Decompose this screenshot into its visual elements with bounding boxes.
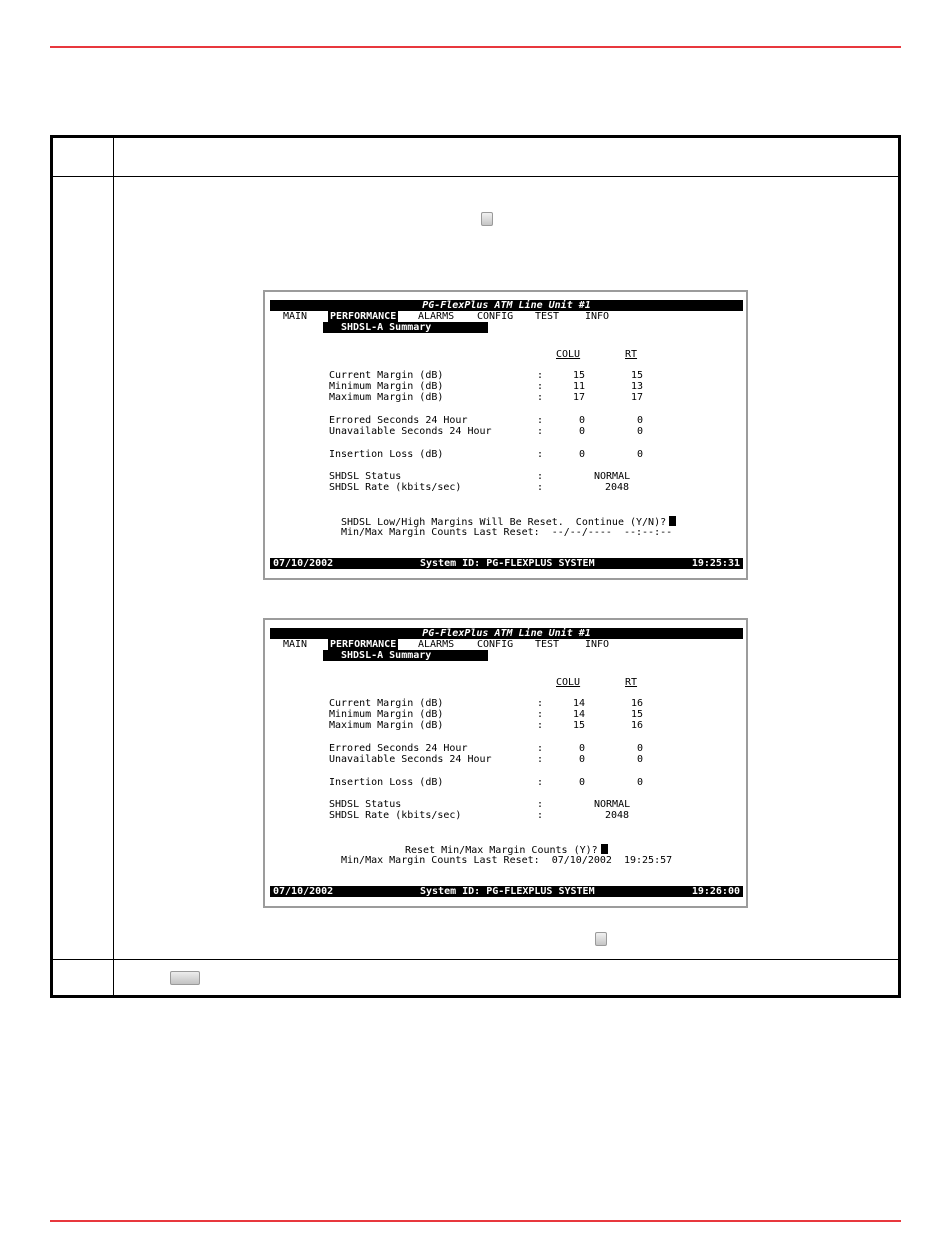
menu-alarms[interactable]: ALARMS — [418, 311, 455, 322]
row-label: Current Margin (dB) — [329, 698, 444, 709]
submenu-bar: SHDSL-A Summary — [323, 650, 488, 661]
terminal-screen — [263, 290, 748, 580]
rt-value: 0 — [636, 426, 643, 437]
rt-value: 0 — [636, 754, 643, 765]
row-label: Minimum Margin (dB) — [329, 709, 444, 720]
column-header-colu: COLU — [556, 677, 581, 688]
status-date: 07/10/2002 — [273, 886, 334, 897]
row-separator: : — [537, 720, 544, 731]
row-label: Errored Seconds 24 Hour — [329, 415, 468, 426]
rt-value: 15 — [630, 370, 643, 381]
shdsl-rate-value: 2048 — [605, 482, 630, 493]
colu-value: 17 — [572, 392, 585, 403]
key-icon — [481, 212, 493, 226]
column-header-rt: RT — [625, 349, 638, 360]
status-system-id: System ID: PG-FLEXPLUS SYSTEM — [420, 886, 595, 897]
rt-value: 15 — [630, 709, 643, 720]
reset-prompt-text: Reset Min/Max Margin Counts (Y)? — [405, 845, 598, 856]
row-separator: : — [537, 754, 544, 765]
status-date: 07/10/2002 — [273, 558, 334, 569]
colu-value: 14 — [572, 698, 585, 709]
row-separator: : — [537, 449, 544, 460]
menu-config[interactable]: CONFIG — [477, 311, 514, 322]
text-cursor — [601, 844, 608, 854]
shdsl-status-value: NORMAL — [594, 471, 631, 482]
status-time: 19:25:31 — [691, 558, 740, 569]
colu-value: 0 — [578, 754, 585, 765]
menu-performance[interactable]: PERFORMANCE — [330, 639, 397, 650]
row-separator: : — [537, 799, 544, 810]
row-separator: : — [537, 698, 544, 709]
reset-prompt-text: SHDSL Low/High Margins Will Be Reset. Continue (Y/N)? — [341, 517, 667, 528]
row-separator: : — [537, 743, 544, 754]
colu-value: 0 — [578, 777, 585, 788]
table-row-divider — [53, 959, 898, 960]
row-separator: : — [537, 392, 544, 403]
colu-value: 14 — [572, 709, 585, 720]
screen-title: PG-FlexPlus ATM Line Unit #1 — [270, 300, 743, 311]
status-time: 19:26:00 — [691, 886, 740, 897]
shdsl-status-label: SHDSL Status — [329, 799, 402, 810]
row-separator: : — [537, 381, 544, 392]
row-label: Maximum Margin (dB) — [329, 392, 444, 403]
menu-info[interactable]: INFO — [585, 639, 610, 650]
rt-value: 0 — [636, 743, 643, 754]
row-separator: : — [537, 370, 544, 381]
rt-value: 0 — [636, 777, 643, 788]
menu-config[interactable]: CONFIG — [477, 639, 514, 650]
footer-rule — [50, 1220, 901, 1222]
table-header-divider — [53, 176, 898, 177]
menu-main[interactable]: MAIN — [283, 311, 308, 322]
menu-performance[interactable]: PERFORMANCE — [330, 311, 397, 322]
rt-value: 17 — [630, 392, 643, 403]
rt-value: 0 — [636, 449, 643, 460]
rt-value: 16 — [630, 698, 643, 709]
row-separator: : — [537, 810, 544, 821]
colu-value: 0 — [578, 743, 585, 754]
menu-alarms[interactable]: ALARMS — [418, 639, 455, 650]
row-separator: : — [537, 709, 544, 720]
submenu-bar: SHDSL-A Summary — [323, 322, 488, 333]
column-header-rt: RT — [625, 677, 638, 688]
row-separator: : — [537, 426, 544, 437]
rt-value: 13 — [630, 381, 643, 392]
row-label: Insertion Loss (dB) — [329, 449, 444, 460]
row-separator: : — [537, 777, 544, 788]
row-label: Unavailable Seconds 24 Hour — [329, 426, 492, 437]
status-bar — [270, 558, 743, 569]
shdsl-rate-label: SHDSL Rate (kbits/sec) — [329, 482, 462, 493]
status-bar — [270, 886, 743, 897]
menu-info[interactable]: INFO — [585, 311, 610, 322]
menu-test[interactable]: TEST — [535, 311, 560, 322]
last-reset-line: Min/Max Margin Counts Last Reset: --/--/---- --:--:-- — [341, 527, 673, 538]
rt-value: 0 — [636, 415, 643, 426]
colu-value: 11 — [572, 381, 585, 392]
row-separator: : — [537, 471, 544, 482]
colu-value: 0 — [578, 415, 585, 426]
table-column-divider — [113, 138, 114, 995]
row-label: Current Margin (dB) — [329, 370, 444, 381]
key-icon — [170, 971, 200, 985]
terminal-screen — [263, 618, 748, 908]
row-separator: : — [537, 415, 544, 426]
row-separator: : — [537, 482, 544, 493]
rt-value: 16 — [630, 720, 643, 731]
row-label: Insertion Loss (dB) — [329, 777, 444, 788]
key-icon — [595, 932, 607, 946]
menu-test[interactable]: TEST — [535, 639, 560, 650]
row-label: Minimum Margin (dB) — [329, 381, 444, 392]
column-header-colu: COLU — [556, 349, 581, 360]
shdsl-status-label: SHDSL Status — [329, 471, 402, 482]
colu-value: 15 — [572, 370, 585, 381]
colu-value: 15 — [572, 720, 585, 731]
shdsl-rate-value: 2048 — [605, 810, 630, 821]
screen-title: PG-FlexPlus ATM Line Unit #1 — [270, 628, 743, 639]
shdsl-rate-label: SHDSL Rate (kbits/sec) — [329, 810, 462, 821]
last-reset-line: Min/Max Margin Counts Last Reset: 07/10/2002 19:25:57 — [341, 855, 673, 866]
status-system-id: System ID: PG-FLEXPLUS SYSTEM — [420, 558, 595, 569]
menu-main[interactable]: MAIN — [283, 639, 308, 650]
row-label: Unavailable Seconds 24 Hour — [329, 754, 492, 765]
text-cursor — [669, 516, 676, 526]
colu-value: 0 — [578, 449, 585, 460]
row-label: Maximum Margin (dB) — [329, 720, 444, 731]
row-label: Errored Seconds 24 Hour — [329, 743, 468, 754]
shdsl-status-value: NORMAL — [594, 799, 631, 810]
colu-value: 0 — [578, 426, 585, 437]
header-rule — [50, 46, 901, 48]
